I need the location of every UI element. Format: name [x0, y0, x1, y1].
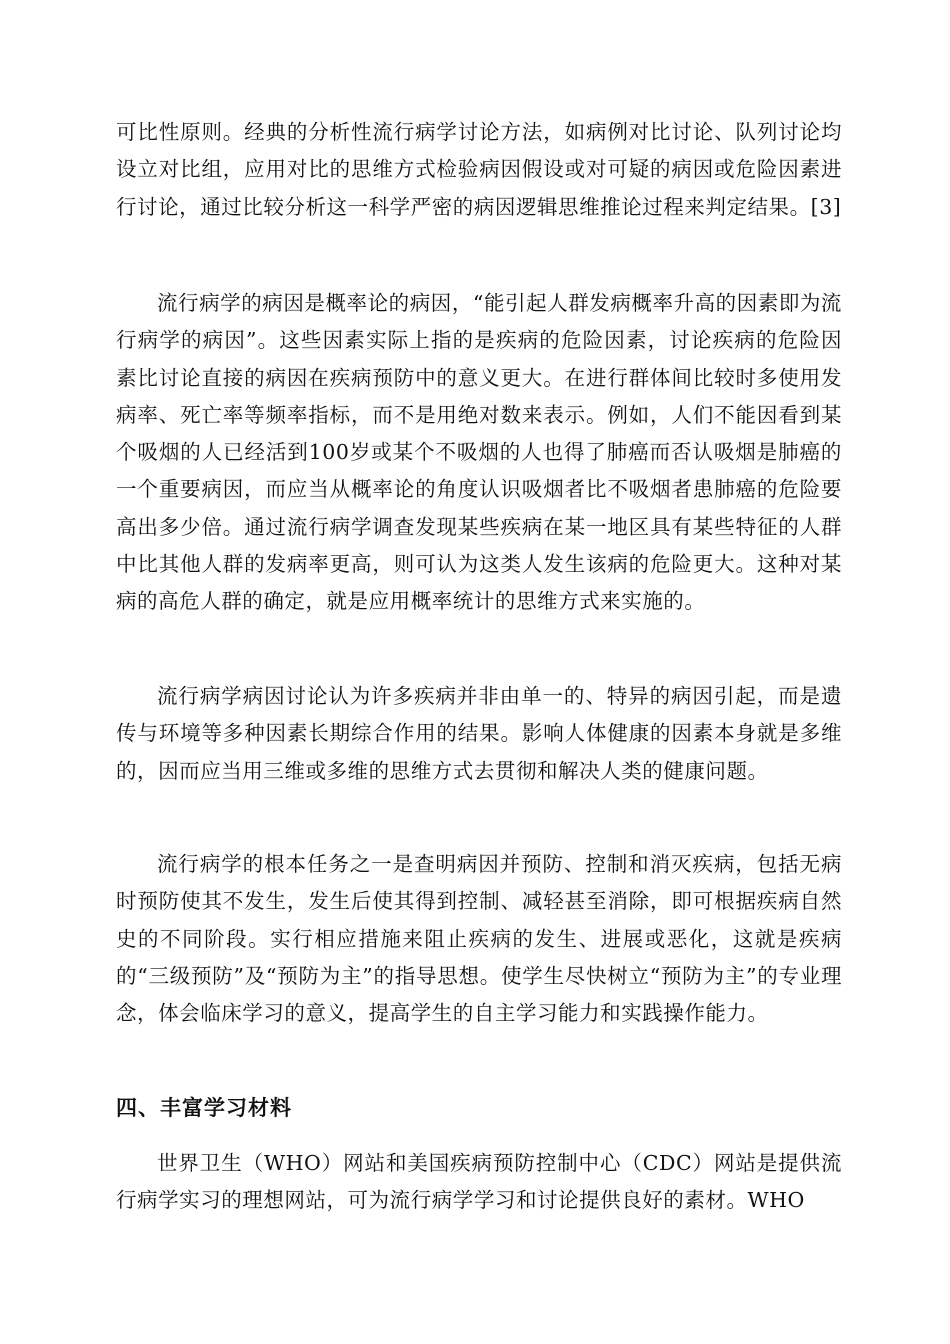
paragraph-prevention: 流行病学的根本任务之一是查明病因并预防、控制和消灭疾病，包括无病时预防使其不发生，发生后使其得到控制、减轻甚至消除，即可根据疾病自然史的不同阶段。实行相应措施来阻止疾病的发生、进展或恶化，这就是疾病的“三级预防”及“预防为主”的指导思想。使学生尽快树立“预防为主”的专业理念，体会临床学习的意义，提高学生的自主学习能力和实践操作能力。	[116, 852, 842, 1026]
paragraph-learning-materials: 世界卫生（WHO）网站和美国疾病预防控制中心（CDC）网站是提供流行病学实习的理想网站，可为流行病学学习和讨论提供良好的素材。WHO	[116, 1151, 842, 1213]
paragraph-multifactorial-cause: 流行病学病因讨论认为许多疾病并非由单一的、特异的病因引起，而是遗传与环境等多种因素长期综合作用的结果。影响人体健康的因素本身就是多维的，因而应当用三维或多维的思维方式去贯彻和解决人类的健康问题。	[116, 684, 842, 783]
paragraph-probabilistic-cause: 流行病学的病因是概率论的病因，“能引起人群发病概率升高的因素即为流行病学的病因”。这些因素实际上指的是疾病的危险因素，讨论疾病的危险因素比讨论直接的病因在疾病预防中的意义更大。在进行群体间比较时多使用发病率、死亡率等频率指标，而不是用绝对数来表示。例如，人们不能因看到某个吸烟的人已经活到100岁或某个不吸烟的人也得了肺癌而否认吸烟是肺癌的一个重要病因，而应当从概率论的角度认识吸烟者比不吸烟者患肺癌的危险要高出多少倍。通过流行病学调查发现某些疾病在某一地区具有某些特征的人群中比其他人群的发病率更高，则可认为这类人发生该病的危险更大。这种对某病的高危人群的确定，就是应用概率统计的思维方式来实施的。	[116, 291, 842, 614]
section-heading: 四、丰富学习材料	[116, 1096, 292, 1120]
paragraph-comparability: 可比性原则。经典的分析性流行病学讨论方法，如病例对比讨论、队列讨论均设立对比组，应用对比的思维方式检验病因假设或对可疑的病因或危险因素进行讨论，通过比较分析这一科学严密的病因逻辑思维推论过程来判定结果。[3]	[116, 120, 842, 219]
